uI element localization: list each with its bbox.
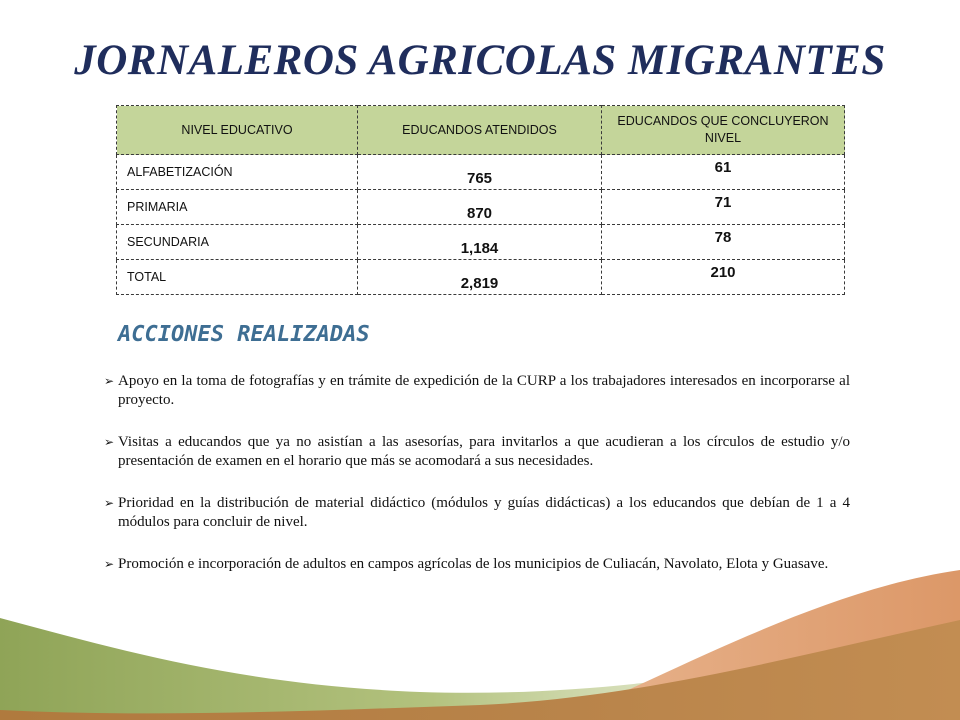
atendidos-cell: 2,819	[358, 260, 602, 295]
arrow-bullet-icon: ➢	[104, 435, 115, 449]
decorative-wave-footer	[0, 560, 960, 720]
table-row	[117, 190, 845, 225]
concluyeron-cell: 71	[602, 190, 845, 225]
header-educandos-concluyeron: EDUCANDOS QUE CONCLUYERON NIVEL	[602, 106, 845, 155]
arrow-bullet-icon: ➢	[104, 374, 115, 388]
table-row	[117, 155, 845, 190]
arrow-bullet-icon: ➢	[104, 496, 115, 510]
header-nivel-educativo: NIVEL EDUCATIVO	[117, 106, 358, 155]
action-text: Promoción e incorporación de adultos en campos agrícolas de los municipios de Culiacán, Navolato, Elota y Guasave.	[118, 556, 829, 572]
atendidos-cell: 765	[358, 155, 602, 190]
list-item	[104, 433, 850, 471]
concluyeron-cell: 210	[602, 260, 845, 295]
action-text: Apoyo en la toma de fotografías y en trámite de expedición de la CURP a los trabajadores interesados en incorporarse al proyecto.	[118, 373, 850, 408]
nivel-cell: SECUNDARIA	[117, 225, 358, 260]
concluyeron-cell: 61	[602, 155, 845, 190]
arrow-bullet-icon: ➢	[104, 557, 115, 571]
nivel-cell: TOTAL	[117, 260, 358, 295]
table-header-row	[117, 106, 845, 155]
page-title: JORNALEROS AGRICOLAS MIGRANTES	[74, 37, 886, 84]
list-item	[104, 494, 850, 532]
nivel-cell: PRIMARIA	[117, 190, 358, 225]
concluyeron-cell: 78	[602, 225, 845, 260]
table-row-total	[117, 260, 845, 295]
education-table	[116, 105, 845, 295]
list-item	[104, 372, 850, 410]
header-educandos-atendidos: EDUCANDOS ATENDIDOS	[358, 106, 602, 155]
action-text: Visitas a educandos que ya no asistían a las asesorías, para invitarlos a que acudieran a los círculos de estudio y/o presentación de examen en el horario que más se acomodará a sus necesidades.	[118, 434, 850, 469]
section-title: ACCIONES REALIZADAS	[118, 322, 370, 347]
action-text: Prioridad en la distribución de material didáctico (módulos y guías didácticas) a los educandos que debían de 1 a 4 módulos para concluir de nivel.	[118, 495, 850, 530]
table-row	[117, 225, 845, 260]
atendidos-cell: 1,184	[358, 225, 602, 260]
atendidos-cell: 870	[358, 190, 602, 225]
nivel-cell: ALFABETIZACIÓN	[117, 155, 358, 190]
